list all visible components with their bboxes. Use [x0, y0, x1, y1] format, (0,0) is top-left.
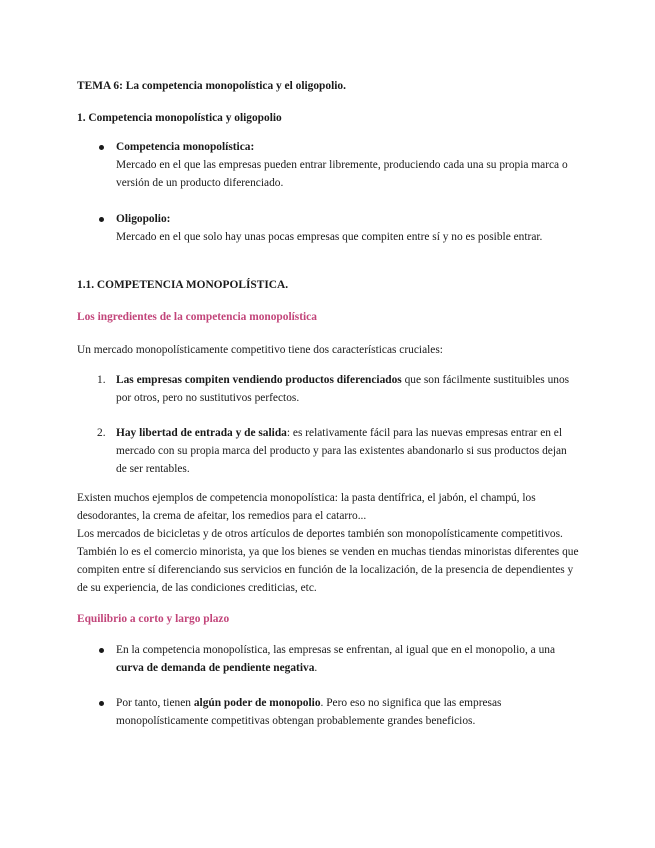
subsection-heading: 1.1. COMPETENCIA MONOPOLÍSTICA. [77, 279, 289, 291]
numbered-item-bold: Las empresas compiten vendiendo productos diferenciados [116, 374, 402, 386]
list-number: 2. [97, 427, 106, 439]
bullet-icon [99, 217, 104, 222]
list-number: 1. [97, 374, 106, 386]
term-competencia-monopolistica: Competencia monopolística: [116, 141, 255, 153]
equilibrium-title: Equilibrio a corto y largo plazo [77, 613, 230, 625]
equilibrium-item-bold: algún poder de monopolio [193, 697, 321, 709]
equilibrium-item-bold: curva de demanda de pendiente negativa [116, 662, 315, 674]
intro-paragraph: Un mercado monopolísticamente competitivo tiene dos características cruciales: [77, 344, 443, 356]
equilibrium-item-end: . Pero eso no significa que las empresas monopolísticamente competitivas obtengan probablemente grandes beneficios. [116, 697, 502, 727]
examples-paragraph: Existen muchos ejemplos de competencia monopolística: la pasta dentífrica, el jabón, el champú, los desodorantes, la crema de afeitar, los remedios para el catarro... [77, 492, 536, 522]
document-title: TEMA 6: La competencia monopolística y el oligopolio. [77, 80, 346, 92]
numbered-item-bold: Hay libertad de entrada y de salida [116, 427, 287, 439]
ingredients-title: Los ingredientes de la competencia monopolística [77, 311, 317, 323]
equilibrium-item [116, 694, 578, 730]
bullet-icon [99, 701, 104, 706]
equilibrium-item-end: . [314, 662, 318, 674]
term-oligopolio: Oligopolio: [116, 213, 171, 225]
numbered-item-text: : es relativamente fácil para las nuevas empresas entrar en el mercado con su propia marca del producto y para las existentes abandonarlo si sus productos dejan de ser rentables. [116, 427, 567, 475]
definition-competencia-monopolistica: Mercado en el que las empresas pueden entrar libremente, produciendo cada una su propia marca o versión de un producto diferenciado. [116, 159, 568, 189]
equilibrium-item-text: En la competencia monopolística, las empresas se enfrentan, al igual que en el monopolio, a una [116, 644, 556, 656]
section-heading: 1. Competencia monopolística y oligopolio [77, 112, 282, 124]
examples-paragraph-2: Los mercados de bicicletas y de otros artículos de deportes también son monopolísticamente competitivos. También lo es el comercio minorista, ya que los bienes se venden en muchas tiendas minoristas diferentes que compiten entre sí diferenciando sus servicios en función de la localización, de la presencia de dependientes y de su experiencia, de las condiciones crediticias, etc. [77, 528, 579, 594]
bullet-icon [99, 145, 104, 150]
numbered-item-text: que son fácilmente sustituibles unos por otros, pero no sustitutivos perfectos. [116, 374, 570, 404]
numbered-item [116, 424, 578, 478]
equilibrium-item [116, 641, 578, 677]
definition-oligopolio: Mercado en el que solo hay unas pocas empresas que compiten entre sí y no es posible entrar. [116, 231, 543, 243]
equilibrium-item-text: Por tanto, tienen [116, 697, 194, 709]
bullet-icon [99, 648, 104, 653]
numbered-item [116, 371, 578, 407]
